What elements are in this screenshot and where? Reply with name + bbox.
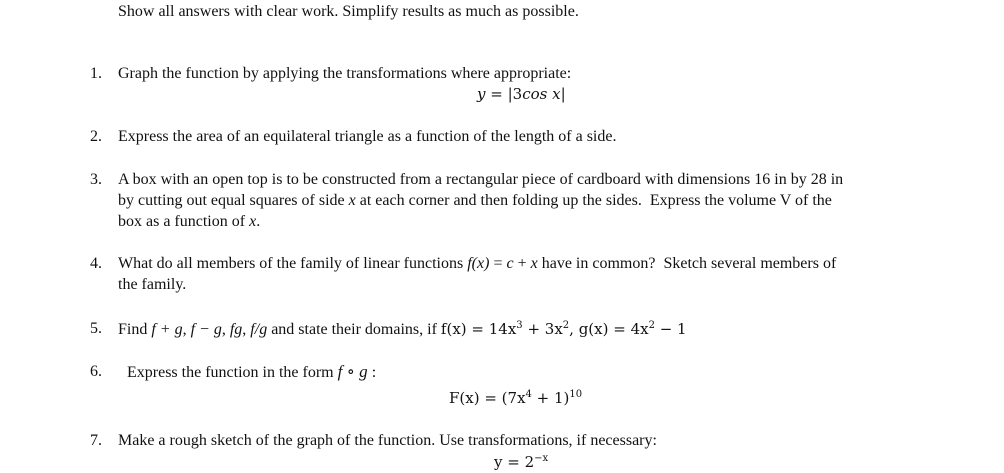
question-3-number: 3. <box>90 171 102 188</box>
question-4-number: 4. <box>90 255 102 272</box>
q3-l3a: box as a function of <box>118 213 250 230</box>
q6-form: f ∘ g <box>337 362 368 381</box>
question-2-text: Express the area of an equilateral triangle as a function of the length of a side. <box>118 128 617 145</box>
q4-fx: f(x) <box>467 255 490 272</box>
question-5-text <box>118 319 687 340</box>
eq1-eq: = <box>485 85 508 103</box>
question-4-line-1 <box>118 254 836 274</box>
eq1-var: x <box>547 85 561 103</box>
q5-sep-3: , <box>242 321 251 338</box>
q6-eqexp: 4 <box>525 389 532 400</box>
q3-l2var: x <box>348 192 356 209</box>
q6-eqlhs: F(x) = (7x <box>449 389 526 407</box>
eq1-body: |3 <box>507 85 523 103</box>
q6-eqpow: 10 <box>569 389 583 400</box>
question-7-number: 7. <box>90 432 102 449</box>
q5-sep-1: , <box>182 321 191 338</box>
question-1-number: 1. <box>90 65 102 82</box>
q4-eq: = <box>489 255 507 272</box>
q4-x: x <box>530 255 538 272</box>
q6-colon: : <box>367 364 377 381</box>
eq1-fn: cos <box>522 85 548 103</box>
q7-eqlhs: y = 2 <box>494 453 535 471</box>
question-6-equation <box>449 388 582 408</box>
q5-op-4: f/g <box>250 321 268 338</box>
question-6-text <box>127 362 376 383</box>
q4-l1f: have in common? Sketch several members of <box>537 255 837 272</box>
question-5-number: 5. <box>90 320 102 337</box>
eq1-close: | <box>560 85 566 103</box>
instructions: Show all answers with clear work. Simplify results as much as possible. <box>118 3 579 20</box>
q5-find: Find <box>118 321 152 338</box>
q3-l2a: by cutting out equal squares of side <box>118 192 349 209</box>
q5-mid: and state their domains, if <box>267 321 441 338</box>
q5-f-def <box>441 320 687 338</box>
question-7-equation <box>494 452 548 472</box>
q5-sep-2: , <box>221 321 230 338</box>
q5-fdef: f(x) = 14x <box>440 320 517 338</box>
question-3-line-3 <box>118 212 260 232</box>
q5-gtail: − 1 <box>654 320 687 338</box>
question-6-number: 6. <box>90 363 102 380</box>
question-3-line-1: A box with an open top is to be constructed from a rectangular piece of cardboard with dimensions 16 in by 28 in <box>118 171 844 188</box>
question-2-number: 2. <box>90 128 102 145</box>
q3-l3var: x <box>249 213 257 230</box>
q4-l1a: What do all members of the family of linear functions <box>118 255 468 272</box>
q5-comma: , <box>569 320 579 338</box>
q3-l3b: . <box>256 213 261 230</box>
q5-op-2: f − g <box>190 321 222 338</box>
q5-gdef: g(x) = 4x <box>578 320 649 338</box>
q5-gexp: 2 <box>648 320 655 331</box>
q5-fplus: + 3x <box>522 320 563 338</box>
question-7-text: Make a rough sketch of the graph of the function. Use transformations, if necessary: <box>118 432 657 449</box>
q5-op-1: f + g <box>151 321 183 338</box>
question-3-line-2 <box>118 191 832 211</box>
q3-l2b: at each corner and then folding up the sides. Express the volume V of the <box>355 192 832 209</box>
question-4-line-2: the family. <box>118 276 187 293</box>
q5-fexp2: 2 <box>562 320 570 331</box>
eq1-lhs: y <box>477 85 486 103</box>
q6-eqmid: + 1) <box>531 389 570 407</box>
question-1-equation <box>477 84 566 104</box>
q4-c: c <box>506 255 514 272</box>
q5-op-3: fg <box>229 321 243 338</box>
question-1-text: Graph the function by applying the transformations where appropriate: <box>118 65 572 82</box>
q7-eqexp: −x <box>534 453 549 464</box>
q6-text: Express the function in the form <box>127 364 338 381</box>
q5-fexp1: 3 <box>516 320 523 331</box>
q4-plus: + <box>513 255 531 272</box>
